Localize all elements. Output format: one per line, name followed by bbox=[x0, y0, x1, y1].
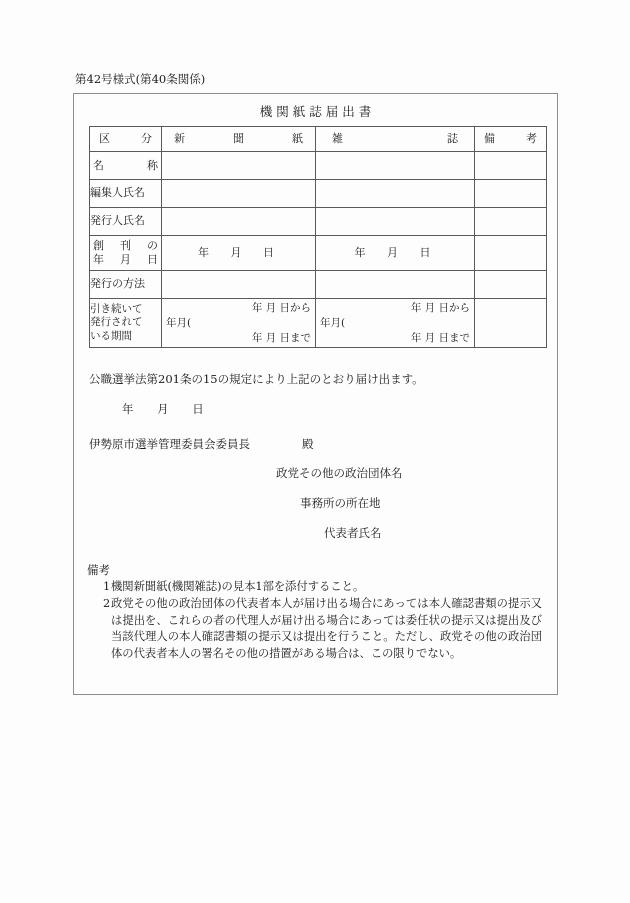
row-label-first-issue-date bbox=[90, 236, 162, 271]
field-editor-magazine[interactable] bbox=[316, 180, 475, 208]
table-row-editor bbox=[90, 180, 547, 208]
form-code: 第42号様式(第40条関係) bbox=[75, 72, 206, 86]
field-first-issue-remarks[interactable] bbox=[475, 236, 547, 271]
field-name-remarks[interactable] bbox=[475, 152, 547, 180]
header-cell-newspaper bbox=[162, 127, 316, 152]
table-row-first-issue-date bbox=[90, 236, 547, 271]
period-magazine-from: 年 月 日から bbox=[410, 302, 470, 314]
row-label-name-text: 名称 bbox=[93, 158, 158, 172]
legal-statement: 公職選挙法第201条の15の規定により上記のとおり届け出ます。 bbox=[89, 372, 424, 386]
header-label-remarks: 備考 bbox=[484, 131, 537, 145]
field-name-magazine[interactable] bbox=[316, 152, 475, 180]
document-frame bbox=[73, 93, 558, 695]
row-label-publication-method-text: 発行の方法 bbox=[90, 277, 145, 291]
period-magazine-to: 年 月 日まで bbox=[410, 331, 470, 344]
remark-number: 2 bbox=[103, 597, 111, 611]
field-period-remarks[interactable] bbox=[475, 299, 547, 348]
signature-representative-name: 代表者氏名 bbox=[324, 526, 382, 540]
registration-table bbox=[89, 126, 547, 348]
row-label-first-issue-line2: 年月日 bbox=[93, 253, 158, 266]
field-publication-method-newspaper[interactable] bbox=[162, 271, 316, 299]
period-newspaper-to: 年 月 日まで bbox=[251, 331, 311, 344]
field-publisher-newspaper[interactable] bbox=[162, 208, 316, 236]
header-cell-magazine bbox=[316, 127, 475, 152]
row-label-publication-method bbox=[90, 271, 162, 299]
row-label-first-issue-line1: 創刊の bbox=[93, 239, 158, 253]
table-row-publication-method bbox=[90, 271, 547, 299]
remarks-title: 備考 bbox=[87, 563, 110, 577]
field-first-issue-magazine[interactable] bbox=[316, 236, 475, 271]
field-publication-method-remarks[interactable] bbox=[475, 271, 547, 299]
table-row-continuous-period bbox=[90, 299, 547, 348]
addressee-office: 伊勢原市選挙管理委員会委員長 bbox=[89, 437, 250, 451]
first-issue-newspaper-date: 年 月 日 bbox=[198, 245, 283, 259]
header-cell-remarks bbox=[475, 127, 547, 152]
field-editor-remarks[interactable] bbox=[475, 180, 547, 208]
field-publisher-remarks[interactable] bbox=[475, 208, 547, 236]
table-row-name bbox=[90, 152, 547, 180]
field-publisher-magazine[interactable] bbox=[316, 208, 475, 236]
row-label-period-line2: 発行されて bbox=[90, 316, 143, 329]
field-editor-newspaper[interactable] bbox=[162, 180, 316, 208]
header-label-category: 区分 bbox=[99, 131, 152, 145]
row-label-period-line1: 引き続いて bbox=[90, 303, 143, 316]
addressee-honorific: 殿 bbox=[302, 437, 314, 451]
remark-item bbox=[87, 579, 542, 595]
table-header-row bbox=[90, 127, 547, 152]
remark-text: 政党その他の政治団体の代表者本人が届け出る場合にあっては本人確認書類の提示又は提出を、これらの者の代理人が届け出る場合にあっては委任状の提示又は提出及び当該代理人の本人確認書類の提示又は提出を行うこと。ただし、政党その他の政治団体の代表者本人の署名その他の措置がある場合は、この限りでない。 bbox=[111, 597, 542, 660]
period-newspaper-from: 年 月 日から bbox=[251, 302, 311, 314]
remark-number: 1 bbox=[103, 580, 111, 593]
field-period-newspaper[interactable] bbox=[162, 299, 316, 348]
remark-item bbox=[87, 596, 542, 662]
remark-text: 機関新聞紙(機関雑誌)の見本1部を添付すること。 bbox=[111, 580, 365, 593]
period-newspaper-prefix: 年月( bbox=[166, 317, 192, 329]
table-row-publisher bbox=[90, 208, 547, 236]
addressee-line bbox=[89, 436, 314, 452]
first-issue-magazine-date: 年 月 日 bbox=[354, 245, 440, 259]
header-label-newspaper: 新聞紙 bbox=[174, 131, 303, 145]
period-magazine-prefix: 年月( bbox=[320, 317, 346, 329]
row-label-period-line3: いる期間 bbox=[90, 329, 132, 342]
row-label-name bbox=[90, 152, 162, 180]
row-label-continuous-period bbox=[90, 299, 162, 348]
field-publication-method-magazine[interactable] bbox=[316, 271, 475, 299]
row-label-publisher bbox=[90, 208, 162, 236]
header-label-magazine: 雑誌 bbox=[332, 131, 458, 145]
field-first-issue-newspaper[interactable] bbox=[162, 236, 316, 271]
document-title: 機関紙誌届出書 bbox=[259, 104, 376, 119]
row-label-publisher-text: 発行人氏名 bbox=[90, 214, 145, 228]
field-name-newspaper[interactable] bbox=[162, 152, 316, 180]
row-label-editor bbox=[90, 180, 162, 208]
field-period-magazine[interactable] bbox=[316, 299, 475, 348]
signature-party-name: 政党その他の政治団体名 bbox=[276, 466, 403, 480]
remarks-list bbox=[87, 579, 542, 663]
submission-date-line: 年 月 日 bbox=[122, 402, 214, 416]
header-cell-category bbox=[90, 127, 162, 152]
row-label-editor-text: 編集人氏名 bbox=[90, 186, 145, 200]
signature-office-address: 事務所の所在地 bbox=[300, 496, 381, 510]
